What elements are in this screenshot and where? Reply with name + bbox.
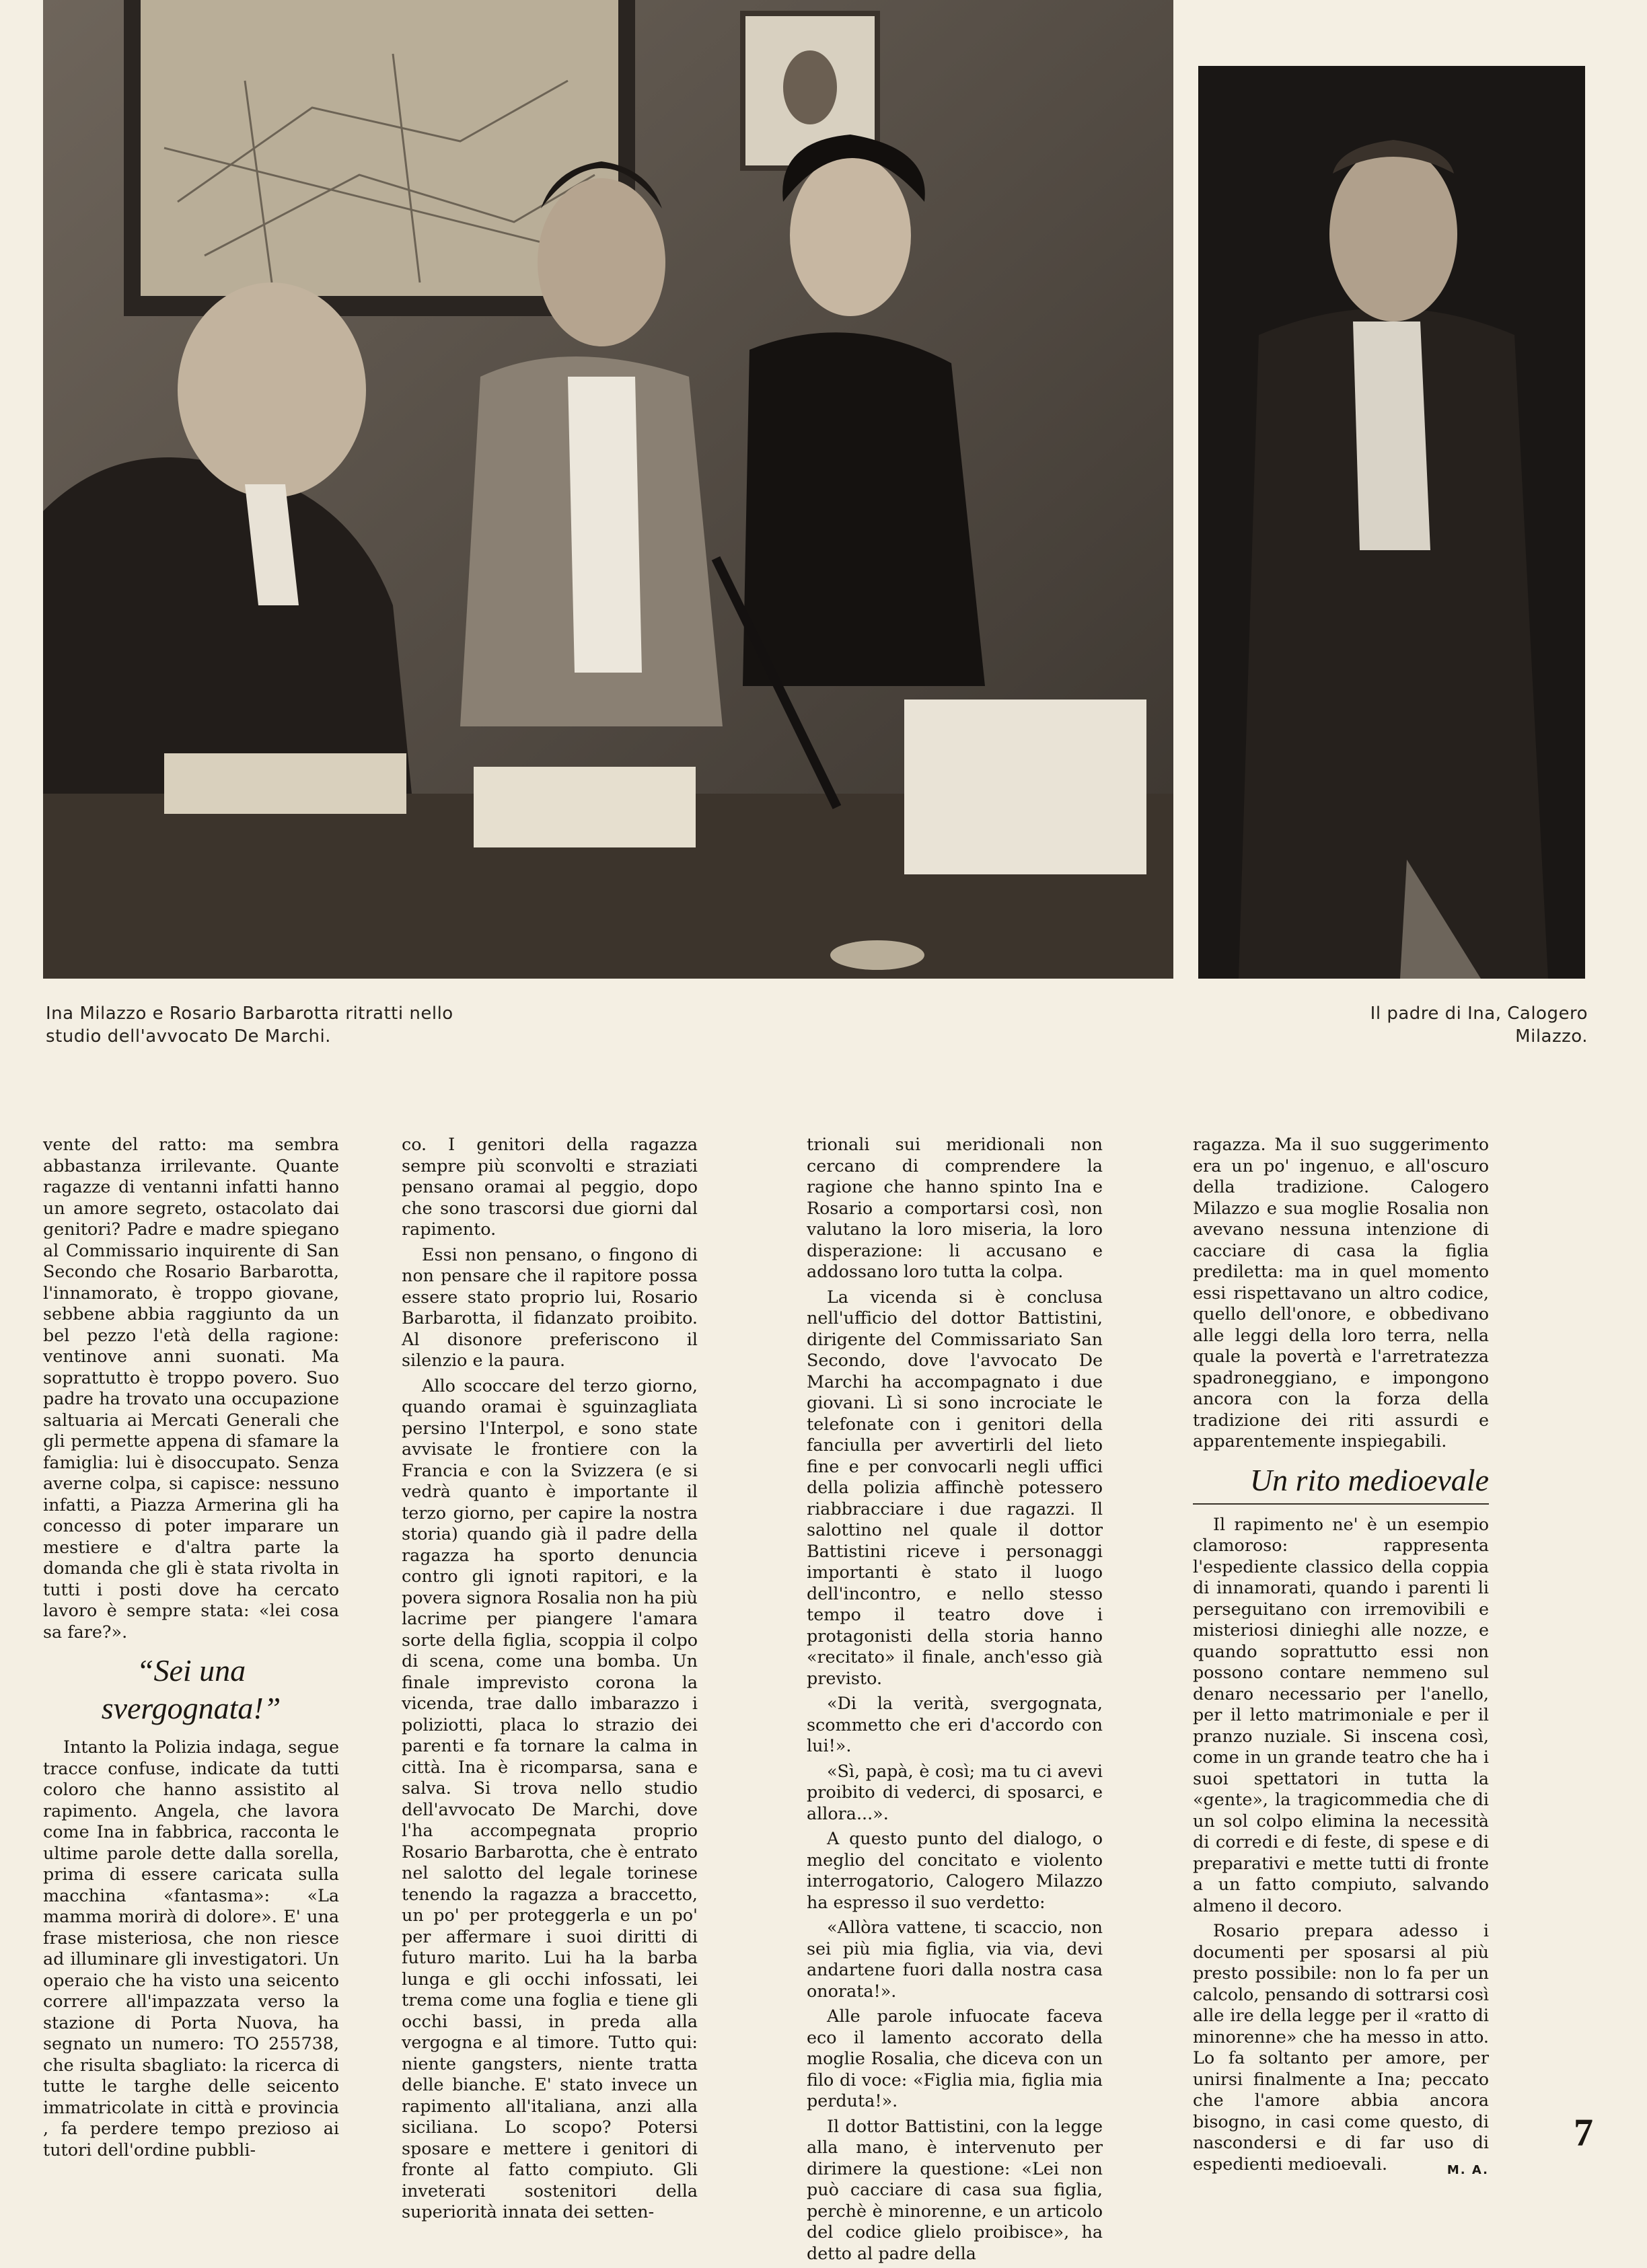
page-number: 7	[1574, 2111, 1593, 2154]
paragraph: trionali sui meridionali non cercano di comprendere la ragione che hanno spinto Ina e Rosario a comportarsi così, non valutano la loro miseria, la loro disperazione: li accusano e addossano loro tutta la colpa.	[807, 1134, 1103, 1281]
paragraph: Rosario prepara adesso i documenti per sposarsi al più presto possibile: non lo fa per un calcolo, pensando di sottrarsi così alle ire della legge per il «ratto di minorenne» che ha messo in atto. Lo fa soltanto per amore, per unirsi finalmente a Ina; peccato che l'amore abbia ancora bisogno, in casi come questo, di nascondersi e di far uso di espedienti medioevali.	[1193, 1920, 1489, 2174]
article-column-3	[807, 1134, 1103, 2268]
paragraph: Il rapimento ne' è un esempio clamoroso: rappresenta l'espediente classico della coppia di innamorati, quando i parenti li perseguitano con irremovibili e misteriosi dinieghi alle nozze, e quando soprattutto essi non possono contare nemmeno sul denaro necessario per l'anello, per il letto matrimoniale e per il pranzo nuziale. Si inscena così, come in un grande teatro che ha i suoi spettatori in tutta la «gente», la tragicommedia che di un sol colpo elimina la necessità di corredi e di feste, di spese e di preparativi e mette tutti di fronte a un fatto compiuto, salvando almeno il decoro.	[1193, 1513, 1489, 1916]
article-column-1	[43, 1134, 339, 2164]
paragraph: A questo punto del dialogo, o meglio del concitato e violento interrogatorio, Calogero Milazzo ha espresso il suo verdetto:	[807, 1828, 1103, 1912]
paragraph: La vicenda si è conclusa nell'ufficio del dottor Battistini, dirigente del Commissariato San Secondo, dove l'avvocato De Marchi ha accompagnato i due giovani. Lì si sono incrociate le telefonate con i genitori della fanciulla per avvertirli del lieto fine e per convocarli negli uffici della polizia affinchè potessero riabbracciare i due ragazzi. Il salottino nel quale il dottor Battistini riceve i personaggi importanti è stato il luogo dell'incontro, e nello stesso tempo il teatro dove i protagonisti della storia hanno «recitato» il finale, anch'esso già previsto.	[807, 1286, 1103, 1688]
paragraph: Il dottor Battistini, con la legge alla mano, è intervenuto per dirimere la questione: «Lei non può cacciare di casa sua figlia, perchè è minorenne, e un articolo del codice glielo proibisce», ha detto al padre della	[807, 2115, 1103, 2263]
photo-father-image	[1198, 66, 1585, 979]
paragraph: Essi non pensano, o fingono di non pensare che il rapitore possa essere stato proprio lui, Rosario Barbarotta, il fidanzato proibito. Al disonore preferiscono il silenzio e la paura.	[402, 1244, 698, 1370]
photo-office-image	[43, 0, 1173, 979]
subheading: “Sei una svergognata!”	[101, 1653, 281, 1725]
paragraph: Alle parole infuocate faceva eco il lamento accorato della moglie Rosalia, che diceva con un filo di voce: «Figlia mia, figlia mia perduta!».	[807, 2006, 1103, 2111]
caption-father-photo: Il padre di Ina, Calogero Milazzo.	[1370, 1004, 1588, 1047]
paragraph: Intanto la Polizia indaga, segue tracce confuse, indicate da tutti coloro che hanno assistito al rapimento. Angela, che lavora come Ina in fabbrica, racconta le ultime parole dette dalla sorella, prima di essere caricata sulla macchina «fantasma»: «La mamma morirà di dolore». E' una frase misteriosa, che non riesce ad illuminare gli investigatori. Un operaio che ha visto una seicento correre all'impazzata verso la stazione di Porta Nuova, ha segnato un numero: TO 255738, che risulta sbagliato: la ricerca di tutte le targhe delle seicento immatricolate in città e provincia , fa perdere tempo prezioso ai tutori dell'ordine pubbli-	[43, 1737, 339, 2160]
article-column-4	[1193, 1134, 1489, 2181]
subheading: Un rito medioevale	[1193, 1462, 1489, 1505]
paragraph: vente del ratto: ma sembra abbastanza irrilevante. Quante ragazze di ventanni infatti hanno un amore segreto, ostacolato dai genitori? Padre e madre spiegano al Commissario inquirente di San Secondo che Rosario Barbarotta, l'innamorato, è troppo giovane, sebbene abbia raggiunto da un bel pezzo l'età della ragione: ventinove anni suonati. Ma soprattutto è troppo povero. Suo padre ha trovato una occupazione saltuaria ai Mercati Generali che gli permette appena di sfamare la famiglia: lui è disoccupato. Senza averne colpa, si capisce: nessuno infatti, a Piazza Armerina gli ha concesso di poter imparare un mestiere e d'altra parte la domanda che gli è stata rivolta in tutti i posti dove ha cercato lavoro è sempre stata: «lei cosa sa fare?».	[43, 1134, 339, 1642]
paragraph: ragazza. Ma il suo suggerimento era un po' ingenuo, e all'oscuro della tradizione. Calogero Milazzo e sua moglie Rosalia non avevano nessuna intenzione di cacciare di casa la figlia prediletta: ma in quel momento essi rispettavano un altro codice, quello dell'onore, e obbedivano alle leggi della loro terra, nella quale la povertà e l'arretratezza spadroneggiano, e impongono ancora con la forza della tradizione dei riti assurdi e apparentemente inspiegabili.	[1193, 1134, 1489, 1451]
photo-office-scene	[43, 0, 1173, 979]
paragraph: «Di la verità, svergognata, scommetto che eri d'accordo con lui!».	[807, 1693, 1103, 1755]
caption-main-photo: Ina Milazzo e Rosario Barbarotta ritratti nello studio dell'avvocato De Marchi.	[46, 1004, 453, 1047]
photo-father	[1198, 66, 1585, 979]
paragraph: «Sì, papà, è così; ma tu ci avevi proibito di vederci, di sposarci, e allora...».	[807, 1760, 1103, 1823]
paragraph: Allo scoccare del terzo giorno, quando oramai è sguinzagliata persino l'Interpol, e sono state avvisate le frontiere con la Francia e con la Svizzera (e si vedrà quanto è importante il terzo giorno, per capire la nostra storia) quando già il padre della ragazza ha sporto denuncia contro gli ignoti rapitori, e la povera signora Rosalia non ha più lacrime per piangere l'amara sorte della figlia, scoppia il colpo di scena, come una bomba. Un finale imprevisto corona la vicenda, trae dallo imbarazzo i poliziotti, placa lo strazio dei parenti e fa tornare la calma in città. Ina è ricomparsa, sana e salva. Si trova nello studio dell'avvocato De Marchi, dove l'ha accompegnata proprio Rosario Barbarotta, che è entrato nel salotto del legale torinese tenendo la ragazza a braccetto, un po' per proteggerla e un po' per affermare i suoi diritti di futuro marito. Lui ha la barba lunga e gli occhi infossati, lei trema come una foglia e tiene gli occhi bassi, in preda alla vergogna e al timore. Tutto qui: niente gangsters, niente tratta delle bianche. E' stato invece un rapimento all'italiana, anzi alla siciliana. Lo scopo? Potersi sposare e mettere i genitori di fronte al fatto compiuto. Gli inveterati sostenitori della superiorità innata dei setten-	[402, 1375, 698, 2222]
paragraph: co. I genitori della ragazza sempre più sconvolti e straziati pensano oramai al peggio, dopo che sono trascorsi due giorni dal rapimento.	[402, 1134, 698, 1239]
paragraph: «Allòra vattene, ti scaccio, non sei più mia figlia, via via, devi andartene fuori dalla nostra casa onorata!».	[807, 1917, 1103, 2001]
author-signature: M. A.	[1447, 2163, 1489, 2177]
article-column-2	[402, 1134, 698, 2227]
